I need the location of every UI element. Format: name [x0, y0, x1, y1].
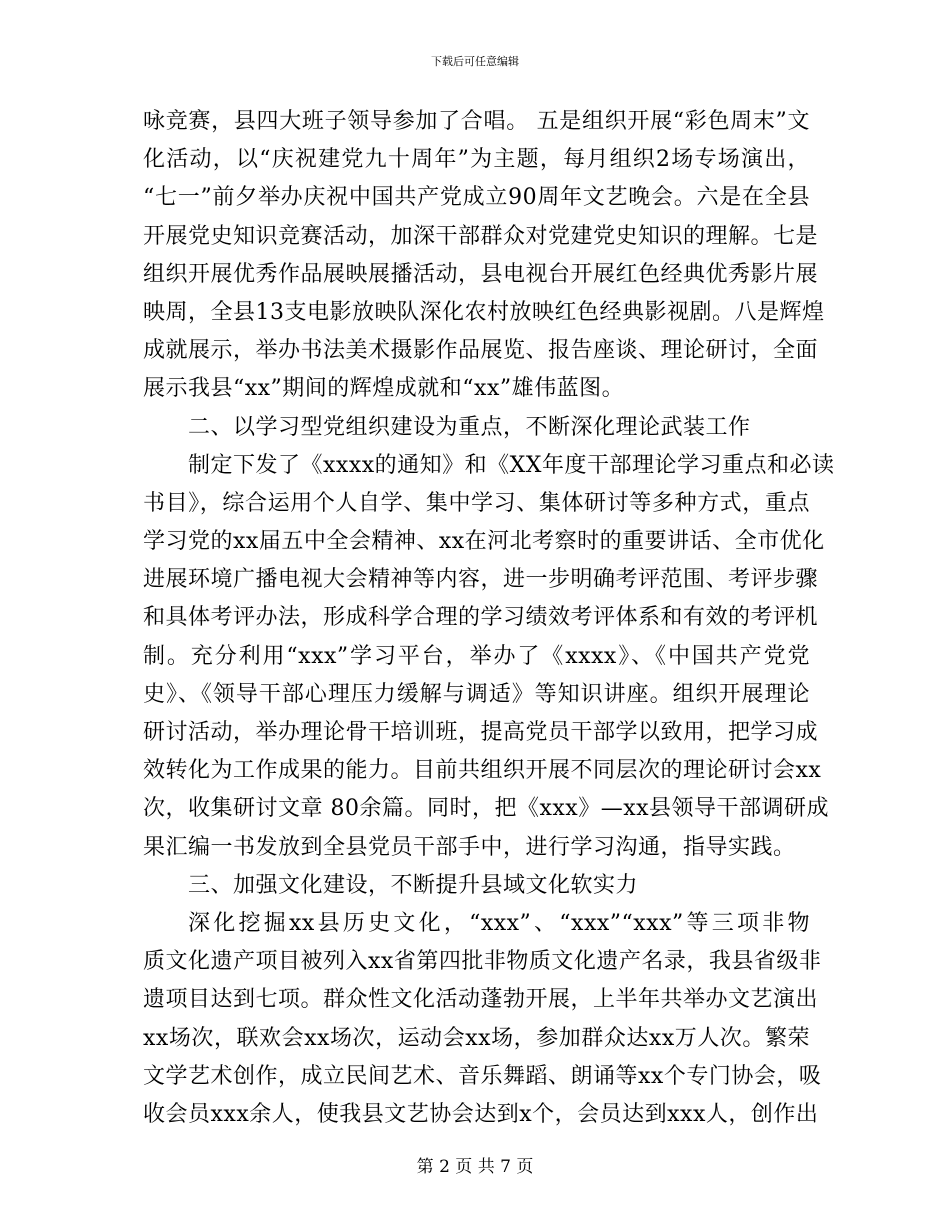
text-line: xx场次，联欢会xx场次，运动会xx场，参加群众达xx万人次。繁荣 [143, 1025, 810, 1051]
text-line: 效转化为工作成果的能力。目前共组织开展不同层次的理论研讨会xx [143, 758, 822, 784]
text-line: 组织开展优秀作品展映展播活动，县电视台开展红色经典优秀影片展 [143, 261, 819, 287]
document-body [143, 103, 835, 1134]
text-line: 深化挖掘xx县历史文化，“xxx”、“xxx”“xxx”等三项非物 [188, 910, 810, 936]
text-line: 次，收集研讨文章 80余篇。同时，把《xxx》—xx县领导干部调研成 [143, 796, 830, 822]
text-line: 文学艺术创作，成立民间艺术、音乐舞蹈、朗诵等xx个专门协会，吸 [143, 1063, 822, 1089]
section-heading: 三、加强文化建设，不断提升县域文化软实力 [188, 872, 639, 898]
text-line: 制。充分利用“xxx”学习平台，举办了《xxxx》、《中国共产党党 [143, 643, 810, 669]
text-line: 研讨活动，举办理论骨干培训班，提高党员干部学以致用，把学习成 [143, 720, 819, 745]
text-line: 进展环境广播电视大会精神等内容，进一步明确考评范围、考评步骤 [143, 567, 819, 593]
text-line: 遗项目达到七项。群众性文化活动蓬勃开展，上半年共举办文艺演出 [143, 987, 819, 1013]
section-heading: 二、以学习型党组织建设为重点，不断深化理论武装工作 [188, 414, 751, 440]
text-line: 开展党史知识竞赛活动，加深干部群众对党建党史知识的理解。七是 [143, 223, 819, 249]
text-line: 史》、《领导干部心理压力缓解与调适》等知识讲座。组织开展理论 [143, 681, 810, 707]
text-line: 和具体考评办法，形成科学合理的学习绩效考评体系和有效的考评机 [143, 605, 819, 631]
text-line: “七一”前夕举办庆祝中国共产党成立90周年文艺晚会。六是在全县 [143, 185, 810, 211]
text-line: 映周，全县13支电影放映队深化农村放映红色经典影视剧。八是辉煌 [143, 299, 825, 325]
text-line: 展示我县“xx”期间的辉煌成就和“xx”雄伟蓝图。 [143, 376, 625, 402]
page-header-note: 下载后可任意编辑 [431, 55, 519, 68]
text-line: 收会员xxx余人，使我县文艺协会达到x个，会员达到xxx人，创作出 [143, 1101, 819, 1127]
text-line: 化活动，以“庆祝建党九十周年”为主题，每月组织2场专场演出， [143, 147, 810, 173]
text-line: 咏竞赛，县四大班子领导参加了合唱。 五是组织开展“彩色周末”文 [143, 109, 810, 134]
text-line: 制定下发了《xxxx的通知》和《XX年度干部理论学习重点和必读 [188, 452, 835, 478]
text-line: 学习党的xx届五中全会精神、xx在河北考察时的重要讲话、全市优化 [143, 529, 825, 555]
text-line: 质文化遗产项目被列入xx省第四批非物质文化遗产名录，我县省级非 [143, 949, 822, 975]
page-number: 第 2 页 共 7 页 [416, 1157, 534, 1177]
text-line: 书目》，综合运用个人自学、集中学习、集体研讨等多种方式，重点 [143, 490, 810, 516]
text-line: 果汇编一书发放到全县党员干部手中，进行学习沟通，指导实践。 [143, 834, 796, 860]
text-line: 成就展示，举办书法美术摄影作品展览、报告座谈、理论研讨，全面 [143, 338, 819, 364]
